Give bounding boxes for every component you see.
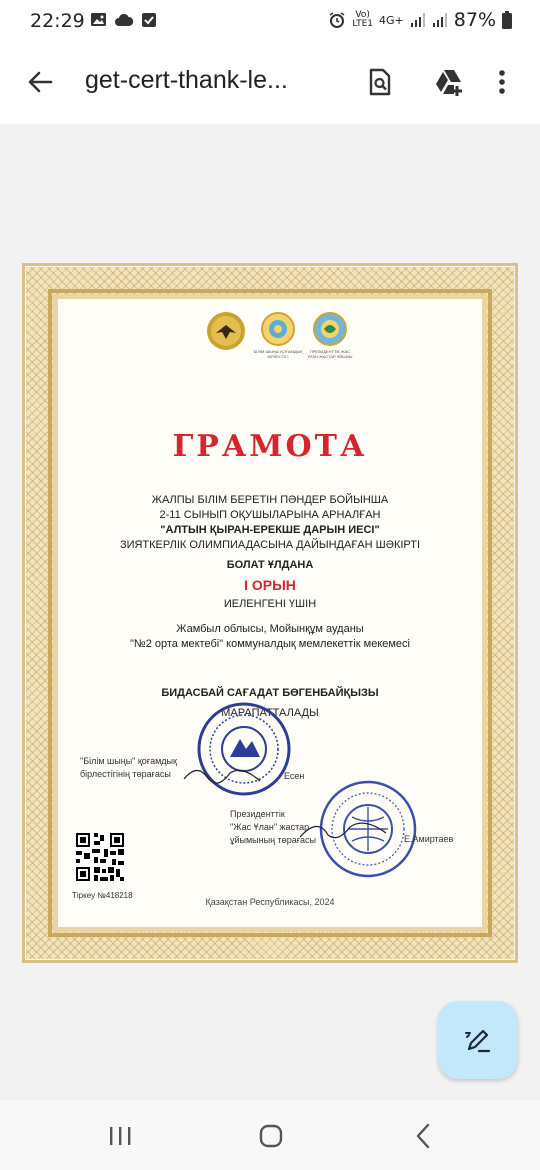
status-time: 22:29	[30, 10, 85, 32]
signature-left-name: Есен	[284, 771, 305, 781]
signature-right-title: Президенттік "Жас Ұлан" жастар ұйымының төрағасы	[230, 809, 316, 845]
nav-back-button[interactable]	[403, 1120, 443, 1152]
app-bar	[0, 42, 540, 124]
edit-fab-button[interactable]	[438, 1001, 518, 1079]
add-to-drive-button[interactable]	[432, 64, 468, 100]
certificate-heading: ГРАМОТА	[172, 429, 368, 464]
recent-apps-icon	[108, 1125, 132, 1147]
certificate-footer: Қазақстан Республикасы, 2024	[205, 897, 335, 907]
award-reason: ИЕЛЕНГЕНІ ҮШІН	[223, 598, 317, 610]
subject-line: ЖАЛПЫ БІЛІМ БЕРЕТІН ПӘНДЕР БОЙЫНША	[151, 494, 389, 506]
olympiad-name: "АЛТЫН ҚЫРАН-ЕРЕКШЕ ДАРЫН ИЕСІ"	[160, 524, 380, 536]
registry-number: Тіркеу №418218	[72, 891, 133, 900]
cloud-icon	[114, 12, 134, 28]
battery-icon	[502, 11, 512, 29]
signal-icon-1	[410, 12, 426, 28]
alarm-icon	[328, 11, 346, 29]
eagle-logo	[206, 311, 246, 351]
signature-left-scribble	[182, 759, 262, 789]
status-bar	[0, 0, 540, 42]
checkbox-icon	[141, 12, 157, 28]
back-button[interactable]	[22, 64, 58, 100]
battery-percent: 87%	[453, 9, 496, 31]
qr-code-icon	[74, 831, 126, 883]
add-to-drive-icon	[434, 68, 466, 96]
school-line: "№2 орта мектебі" коммуналдық мемлекеттік мекемесі	[129, 638, 410, 650]
teacher-name: БИДАСБАЙ САҒАДАТ БӨГЕНБАЙҚЫЗЫ	[161, 687, 379, 699]
sun-emblem-icon	[260, 311, 296, 347]
more-options-button[interactable]	[490, 64, 514, 100]
document-title: get-cert-thank-le...	[85, 66, 288, 94]
certificate-logos	[206, 311, 353, 359]
edit-pen-sparkle-icon	[463, 1025, 493, 1055]
document-viewer[interactable]	[0, 124, 540, 1100]
find-in-document-button[interactable]	[362, 64, 398, 100]
gallery-icon	[90, 11, 107, 28]
student-name: БОЛАТ ҰЛДАНА	[226, 559, 314, 571]
eagle-emblem-icon	[206, 311, 246, 351]
signature-right-scribble	[298, 815, 388, 845]
network-type: 4G+	[379, 13, 404, 27]
signature-right-name: Е.Амиртаев	[404, 834, 454, 844]
recent-apps-button[interactable]	[100, 1120, 140, 1152]
grade-line: 2-11 СЫНЫП ОҚУШЫЛАРЫНА АРНАЛҒАН	[159, 509, 381, 521]
bilim-shyny-logo: БІЛІМ ШЫҢЫ ҚОҒАМДЫҚ БІРЛЕСТІГІ	[258, 311, 298, 359]
location-line: Жамбыл облысы, Мойынқұм ауданы	[176, 623, 364, 635]
home-button[interactable]	[251, 1120, 291, 1152]
system-nav-bar	[0, 1100, 540, 1170]
zhas-ulan-logo: ПРЕЗИДЕНТТІК ЖАС ҰЛАН ЖАСТАР ҰЙЫМЫ	[310, 311, 350, 359]
back-arrow-icon	[27, 69, 53, 95]
signature-left-title: "Білім шыңы" қоғамдық бірлестігінің төрағасы	[80, 756, 177, 779]
awarded-text: МАРАПАТТАЛАДЫ	[221, 707, 319, 719]
certificate-page	[22, 263, 518, 963]
more-vert-icon	[498, 69, 506, 95]
signal-icon-2	[432, 12, 448, 28]
volte-indicator: Vo) LTE1	[352, 10, 374, 29]
back-icon	[415, 1123, 431, 1149]
olympiad-line: ЗИЯТКЕРЛІК ОЛИМПИАДАСЫНА ДАЙЫНДАҒАН ШӘКІРТІ	[119, 539, 421, 551]
place-award: І ОРЫН	[244, 577, 296, 593]
home-icon	[259, 1124, 283, 1148]
search-document-icon	[367, 68, 393, 96]
globe-emblem-icon	[312, 311, 348, 347]
